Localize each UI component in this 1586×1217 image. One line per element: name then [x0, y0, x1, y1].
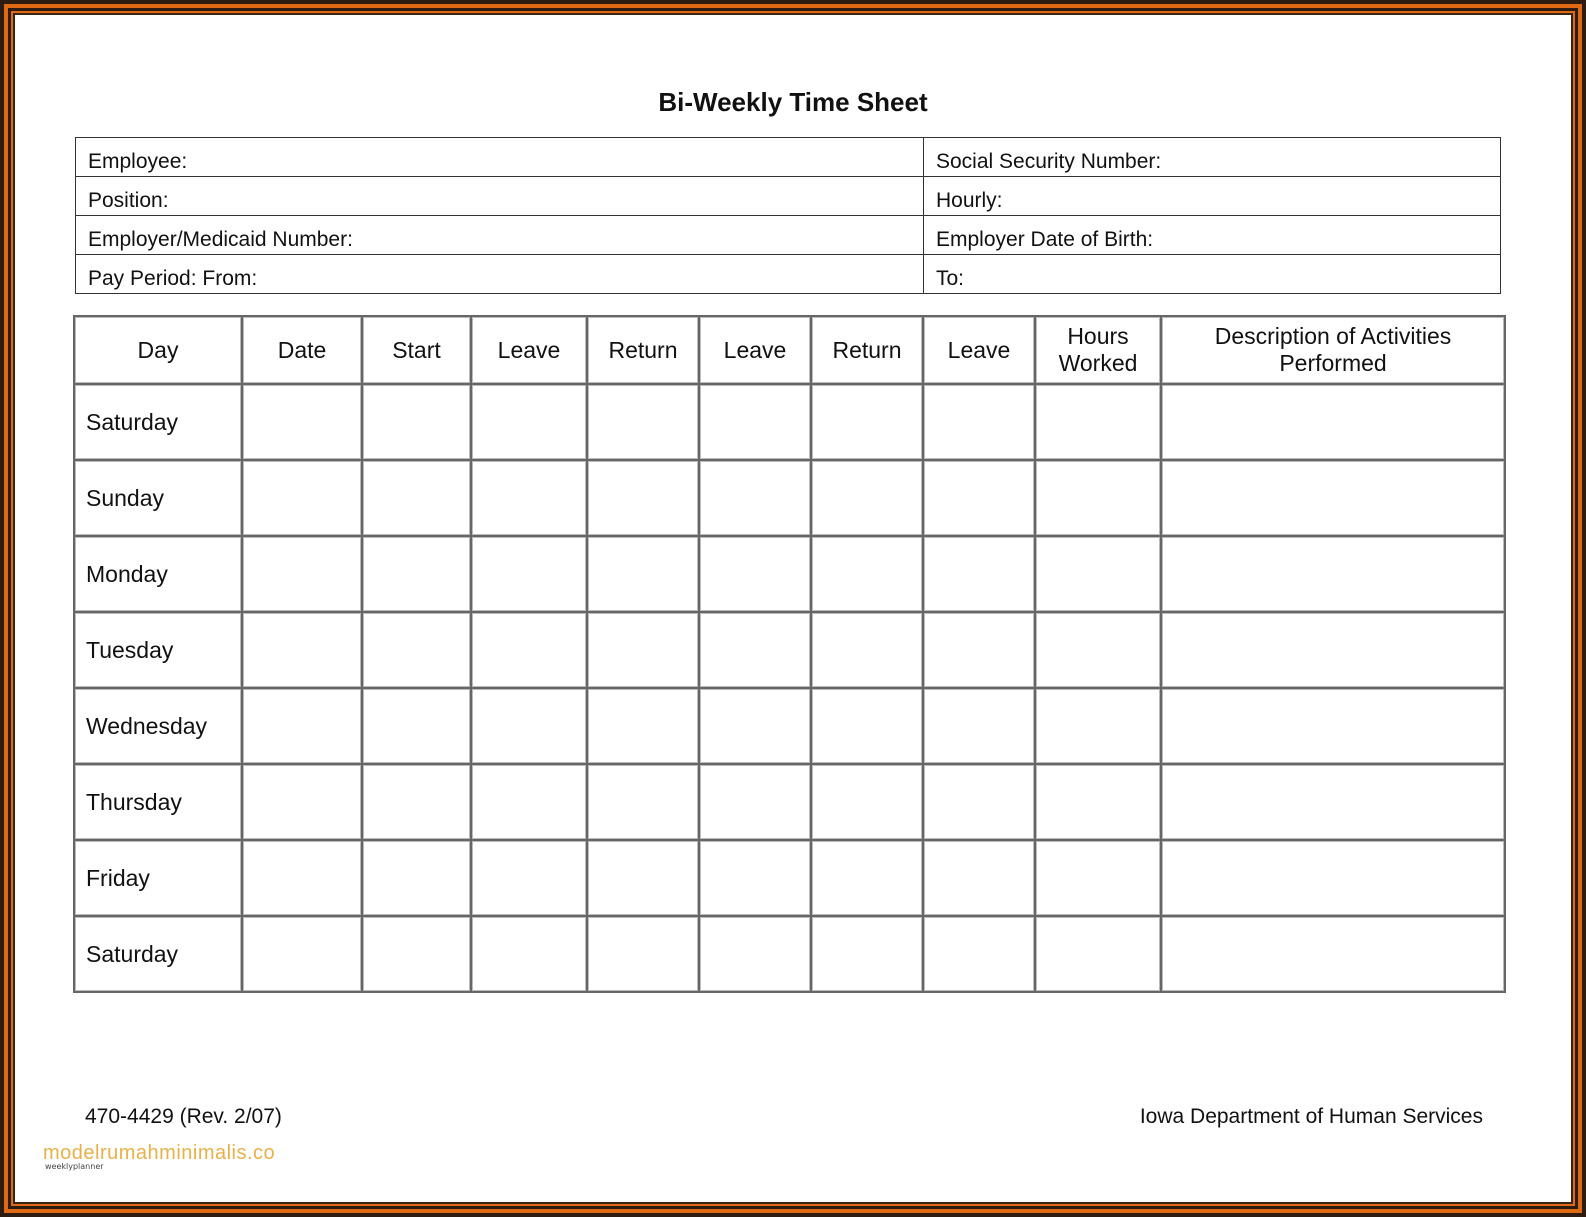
column-header-line1: Return	[832, 336, 902, 363]
entry-cell[interactable]	[923, 612, 1035, 688]
sheet-title: Bi-Weekly Time Sheet	[658, 87, 928, 117]
day-row	[74, 916, 1505, 992]
day-row	[74, 460, 1505, 536]
entry-cell[interactable]	[699, 688, 811, 764]
entry-cell[interactable]	[587, 460, 699, 536]
entry-cell[interactable]	[587, 536, 699, 612]
column-header	[242, 316, 362, 384]
day-row	[74, 384, 1505, 460]
form-number: 470-4429 (Rev. 2/07)	[85, 1105, 282, 1128]
entry-cell[interactable]	[699, 612, 811, 688]
entry-cell[interactable]	[471, 688, 587, 764]
column-header	[471, 316, 587, 384]
entry-cell[interactable]	[811, 384, 923, 460]
entry-cell[interactable]	[471, 384, 587, 460]
entry-cell[interactable]	[362, 384, 471, 460]
employee-field[interactable]: Employee:	[76, 138, 924, 177]
column-header-line1: Leave	[947, 336, 1011, 363]
day-label: Monday	[74, 536, 242, 612]
day-row	[74, 764, 1505, 840]
entry-cell[interactable]	[471, 460, 587, 536]
day-label: Thursday	[74, 764, 242, 840]
entry-cell[interactable]	[811, 840, 923, 916]
entry-cell[interactable]	[1035, 612, 1161, 688]
entry-cell[interactable]	[471, 612, 587, 688]
entry-cell[interactable]	[923, 840, 1035, 916]
entry-cell[interactable]	[587, 916, 699, 992]
employee-info-table	[75, 137, 1501, 294]
entry-cell[interactable]	[811, 764, 923, 840]
entry-cell[interactable]	[1161, 840, 1505, 916]
column-header-line1: Leave	[497, 336, 561, 363]
entry-cell[interactable]	[699, 764, 811, 840]
day-label: Saturday	[74, 384, 242, 460]
entry-cell[interactable]	[362, 536, 471, 612]
position-field[interactable]: Position:	[76, 177, 924, 216]
medicaid-number-field[interactable]: Employer/Medicaid Number:	[76, 216, 924, 255]
entry-cell[interactable]	[699, 916, 811, 992]
day-row	[74, 840, 1505, 916]
day-label: Tuesday	[74, 612, 242, 688]
entry-cell[interactable]	[587, 688, 699, 764]
column-header-line1: Leave	[723, 336, 787, 363]
entry-cell[interactable]	[362, 916, 471, 992]
entry-cell[interactable]	[1161, 612, 1505, 688]
column-header	[699, 316, 811, 384]
entry-cell[interactable]	[923, 384, 1035, 460]
column-header	[74, 316, 242, 384]
column-header-line2: Worked	[1058, 350, 1138, 376]
column-header-line1: Hours	[1067, 323, 1129, 349]
pay-period-to-field[interactable]: To:	[924, 255, 1501, 294]
day-row	[74, 612, 1505, 688]
entry-cell[interactable]	[242, 688, 362, 764]
entry-cell[interactable]	[362, 612, 471, 688]
entry-cell[interactable]	[471, 916, 587, 992]
info-row	[76, 138, 1501, 177]
time-sheet	[13, 13, 1573, 1204]
entry-cell[interactable]	[587, 384, 699, 460]
employer-dob-field[interactable]: Employer Date of Birth:	[924, 216, 1501, 255]
entry-cell[interactable]	[1161, 536, 1505, 612]
entry-cell[interactable]	[1035, 764, 1161, 840]
column-header	[587, 316, 699, 384]
entry-cell[interactable]	[362, 688, 471, 764]
entry-cell[interactable]	[1161, 460, 1505, 536]
entry-cell[interactable]	[1035, 384, 1161, 460]
entry-cell[interactable]	[362, 460, 471, 536]
column-header-line2: Performed	[1279, 350, 1387, 376]
column-header-line1: Return	[608, 336, 678, 363]
entry-cell[interactable]	[362, 840, 471, 916]
entry-cell[interactable]	[1035, 460, 1161, 536]
column-header	[362, 316, 471, 384]
day-label: Friday	[74, 840, 242, 916]
info-row	[76, 216, 1501, 255]
entry-cell[interactable]	[587, 764, 699, 840]
entry-cell[interactable]	[1035, 840, 1161, 916]
column-header-line1: Date	[277, 336, 327, 363]
pay-period-from-field[interactable]: Pay Period: From:	[76, 255, 924, 294]
day-row	[74, 688, 1505, 764]
info-row	[76, 177, 1501, 216]
entry-cell[interactable]	[471, 764, 587, 840]
ssn-field[interactable]: Social Security Number:	[924, 138, 1501, 177]
entry-cell[interactable]	[923, 916, 1035, 992]
entry-cell[interactable]	[1161, 384, 1505, 460]
entry-cell[interactable]	[587, 840, 699, 916]
entry-cell[interactable]	[923, 460, 1035, 536]
entry-cell[interactable]	[811, 688, 923, 764]
entry-cell[interactable]	[242, 916, 362, 992]
entry-cell[interactable]	[1035, 688, 1161, 764]
entry-cell[interactable]	[242, 840, 362, 916]
entry-cell[interactable]	[811, 916, 923, 992]
entry-cell[interactable]	[923, 536, 1035, 612]
column-header-line1: Description of Activities	[1214, 323, 1452, 349]
column-header-line1: Day	[137, 336, 179, 363]
timesheet-grid	[73, 315, 1506, 993]
entry-cell[interactable]	[1161, 916, 1505, 992]
info-row	[76, 255, 1501, 294]
entry-cell[interactable]	[699, 384, 811, 460]
entry-cell[interactable]	[1035, 536, 1161, 612]
entry-cell[interactable]	[699, 536, 811, 612]
entry-cell[interactable]	[699, 840, 811, 916]
entry-cell[interactable]	[471, 840, 587, 916]
entry-cell[interactable]	[811, 536, 923, 612]
day-row	[74, 536, 1505, 612]
entry-cell[interactable]	[811, 460, 923, 536]
entry-cell[interactable]	[362, 764, 471, 840]
entry-cell[interactable]	[242, 536, 362, 612]
entry-cell[interactable]	[1161, 688, 1505, 764]
entry-cell[interactable]	[242, 612, 362, 688]
entry-cell[interactable]	[471, 536, 587, 612]
column-header	[811, 316, 923, 384]
agency-name: Iowa Department of Human Services	[1139, 1105, 1483, 1128]
entry-cell[interactable]	[811, 612, 923, 688]
watermark-small-text: weeklyplanner	[45, 1162, 104, 1171]
day-label: Sunday	[74, 460, 242, 536]
entry-cell[interactable]	[242, 384, 362, 460]
column-header	[1035, 316, 1161, 384]
header-row	[74, 316, 1505, 384]
entry-cell[interactable]	[923, 764, 1035, 840]
entry-cell[interactable]	[242, 460, 362, 536]
column-header	[1161, 316, 1505, 384]
watermark-text: modelrumahminimalis.co	[43, 1142, 276, 1164]
column-header-line1: Start	[392, 336, 441, 363]
entry-cell[interactable]	[587, 612, 699, 688]
entry-cell[interactable]	[923, 688, 1035, 764]
day-label: Saturday	[74, 916, 242, 992]
entry-cell[interactable]	[699, 460, 811, 536]
hourly-field[interactable]: Hourly:	[924, 177, 1501, 216]
entry-cell[interactable]	[1161, 764, 1505, 840]
day-label: Wednesday	[74, 688, 242, 764]
entry-cell[interactable]	[242, 764, 362, 840]
column-header	[923, 316, 1035, 384]
entry-cell[interactable]	[1035, 916, 1161, 992]
